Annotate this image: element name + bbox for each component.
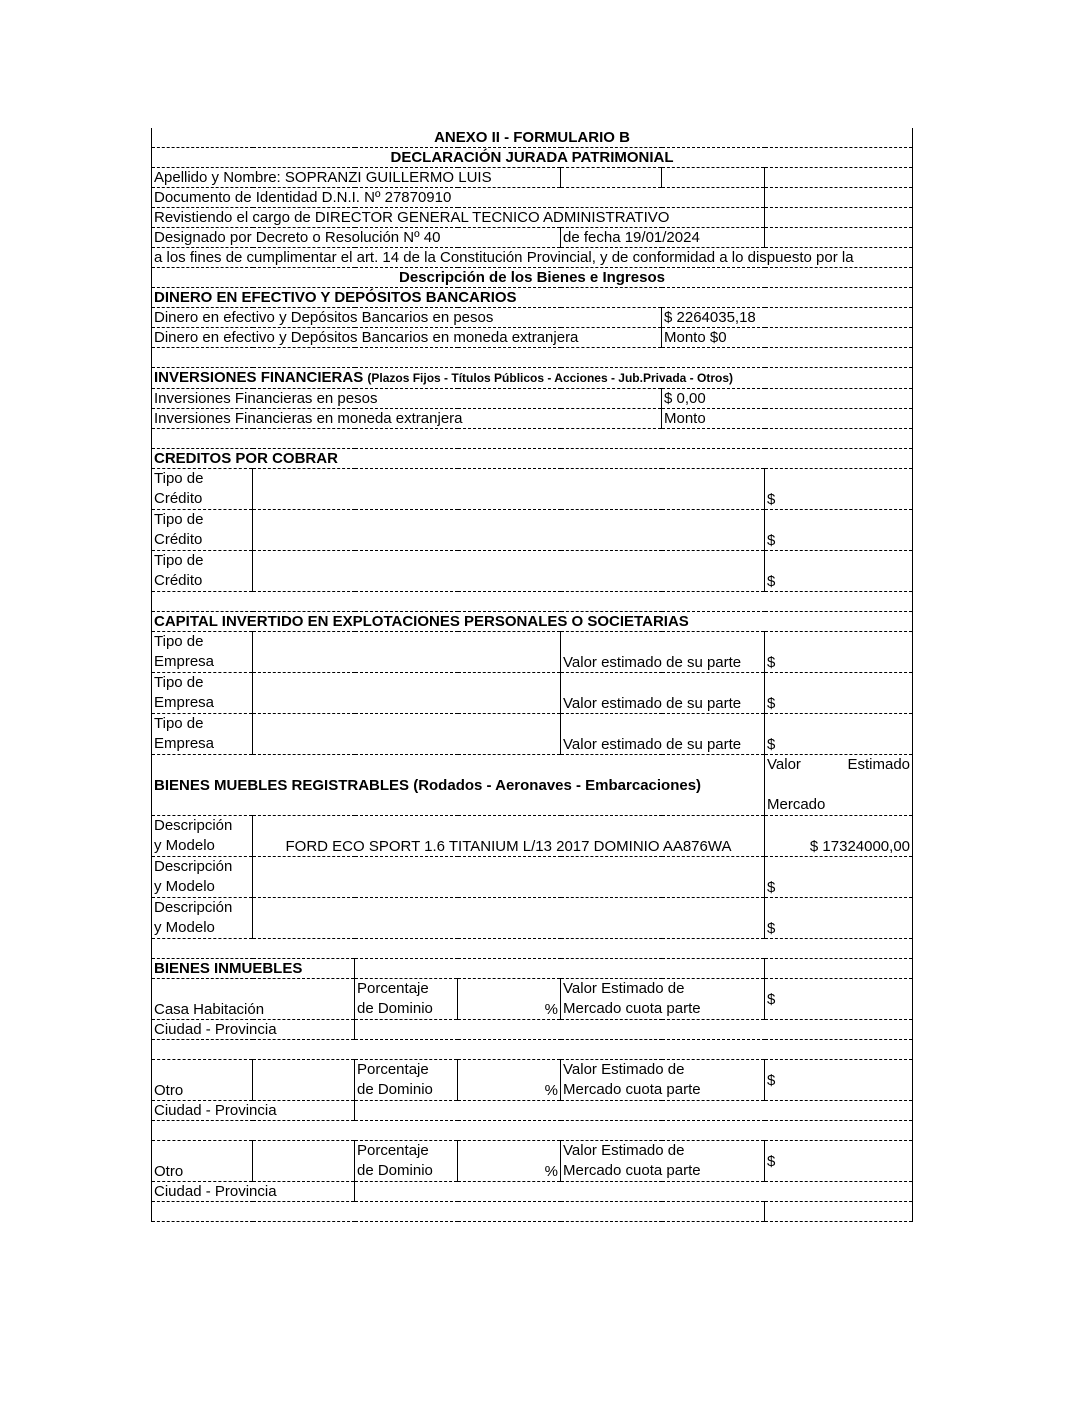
inversiones-subtitle: (Plazos Fijos - Títulos Públicos - Acciones - Jub.Privada - Otros) [367,371,733,385]
blank-cell [355,959,765,979]
empresa-amount: $ [765,714,913,755]
inversiones-title: INVERSIONES FINANCIERAS [154,369,364,386]
credito-type-value [253,551,765,592]
mueble-desc-value [253,857,765,898]
blank-cell [765,959,913,979]
declaration-form [151,128,912,1222]
credito-type-value [253,469,765,510]
empresa-type-value [253,673,561,714]
empresa-type-label: Tipo de Empresa [152,673,253,714]
fines-text: a los fines de cumplimentar el art. 14 de la Constitución Provincial, y de conformidad a lo dispuesto por la [152,248,913,268]
inmueble-valor-label: Valor Estimado de Mercado cuota parte [561,979,765,1020]
inversiones-pesos-value: $ 0,00 [662,389,913,409]
spacer-row [152,592,913,612]
inmueble-tipo: Otro [152,1141,253,1182]
spacer-row [152,348,913,368]
spacer-row [152,1121,913,1141]
empresa-amount: $ [765,632,913,673]
spacer-row [152,429,913,449]
credito-amount: $ [765,510,913,551]
mueble-value: $ [765,898,913,939]
empresa-valor-label: Valor estimado de su parte [561,714,765,755]
capital-section-title: CAPITAL INVERTIDO EN EXPLOTACIONES PERSONALES O SOCIETARIAS [152,612,913,632]
credito-amount: $ [765,551,913,592]
mueble-value: $ 17324000,00 [765,816,913,857]
credito-type-label: Tipo de Crédito [152,551,253,592]
annex-title: ANEXO II - FORMULARIO B [152,128,913,148]
blank-cell [765,228,913,248]
dinero-pesos-value: $ 2264035,18 [662,308,913,328]
blank-cell [561,168,662,188]
inmueble-porcentaje-value: % [458,1060,561,1101]
inmueble-ciudad-value [355,1020,913,1040]
mueble-desc-label: Descripción y Modelo [152,816,253,857]
spacer-row [152,1202,765,1222]
inversiones-ext-label: Inversiones Financieras en moneda extranjera [152,409,662,429]
inmueble-porcentaje-label: Porcentaje de Dominio [355,1141,458,1182]
empresa-valor-label: Valor estimado de su parte [561,673,765,714]
spacer-row [152,939,913,959]
dni-field: Documento de Identidad D.N.I. Nº 27870910 [152,188,765,208]
mueble-desc-value: FORD ECO SPORT 1.6 TITANIUM L/13 2017 DOMINIO AA876WA [253,816,765,857]
inmueble-amount: $ [765,979,913,1020]
descripcion-title: Descripción de los Bienes e Ingresos [152,268,913,288]
blank-cell [662,168,765,188]
inmueble-tipo: Otro [152,1060,253,1101]
cargo-field: Revistiendo el cargo de DIRECTOR GENERAL TECNICO ADMINISTRATIVO [152,208,765,228]
empresa-type-label: Tipo de Empresa [152,632,253,673]
inmuebles-section-title: BIENES INMUEBLES [152,959,355,979]
inmueble-valor-label: Valor Estimado de Mercado cuota parte [561,1141,765,1182]
blank-cell [765,1202,913,1222]
inmueble-tipo: Casa Habitación [152,979,355,1020]
form-title: DECLARACIÓN JURADA PATRIMONIAL [152,148,913,168]
inmueble-amount: $ [765,1060,913,1101]
blank-cell [765,188,913,208]
empresa-type-value [253,714,561,755]
inversiones-pesos-label: Inversiones Financieras en pesos [152,389,662,409]
blank-cell [253,1141,355,1182]
inmueble-porcentaje-label: Porcentaje de Dominio [355,979,458,1020]
mueble-desc-label: Descripción y Modelo [152,857,253,898]
dinero-section-title: DINERO EN EFECTIVO Y DEPÓSITOS BANCARIOS [152,288,913,308]
muebles-valor-header: Valor Estimado Mercado [765,755,913,816]
credito-type-label: Tipo de Crédito [152,469,253,510]
name-field: Apellido y Nombre: SOPRANZI GUILLERMO LUIS [152,168,561,188]
decreto-field: Designado por Decreto o Resolución Nº 40 [152,228,561,248]
blank-cell [253,1060,355,1101]
empresa-type-label: Tipo de Empresa [152,714,253,755]
credito-type-value [253,510,765,551]
credito-type-label: Tipo de Crédito [152,510,253,551]
inmueble-ciudad-label: Ciudad - Provincia [152,1101,355,1121]
inmueble-ciudad-label: Ciudad - Provincia [152,1182,355,1202]
inmueble-amount: $ [765,1141,913,1182]
mueble-desc-value [253,898,765,939]
fecha-field: de fecha 19/01/2024 [561,228,765,248]
dinero-ext-value: Monto $0 [662,328,913,348]
credito-amount: $ [765,469,913,510]
inmueble-ciudad-value [355,1182,913,1202]
dinero-pesos-label: Dinero en efectivo y Depósitos Bancarios en pesos [152,308,662,328]
blank-cell [765,208,913,228]
inmueble-porcentaje-value: % [458,1141,561,1182]
inmueble-ciudad-label: Ciudad - Provincia [152,1020,355,1040]
empresa-valor-label: Valor estimado de su parte [561,632,765,673]
blank-cell [765,168,913,188]
inmueble-ciudad-value [355,1101,913,1121]
dinero-ext-label: Dinero en efectivo y Depósitos Bancarios en moneda extranjera [152,328,662,348]
mueble-value: $ [765,857,913,898]
form-table [151,128,913,1222]
empresa-amount: $ [765,673,913,714]
mueble-desc-label: Descripción y Modelo [152,898,253,939]
empresa-type-value [253,632,561,673]
inmueble-porcentaje-label: Porcentaje de Dominio [355,1060,458,1101]
creditos-section-title: CREDITOS POR COBRAR [152,449,913,469]
inversiones-ext-value: Monto [662,409,913,429]
muebles-section-title: BIENES MUEBLES REGISTRABLES (Rodados - Aeronaves - Embarcaciones) [152,755,765,816]
spacer-row [152,1040,913,1060]
inmueble-valor-label: Valor Estimado de Mercado cuota parte [561,1060,765,1101]
inversiones-section-title [152,368,913,389]
inmueble-porcentaje-value: % [458,979,561,1020]
